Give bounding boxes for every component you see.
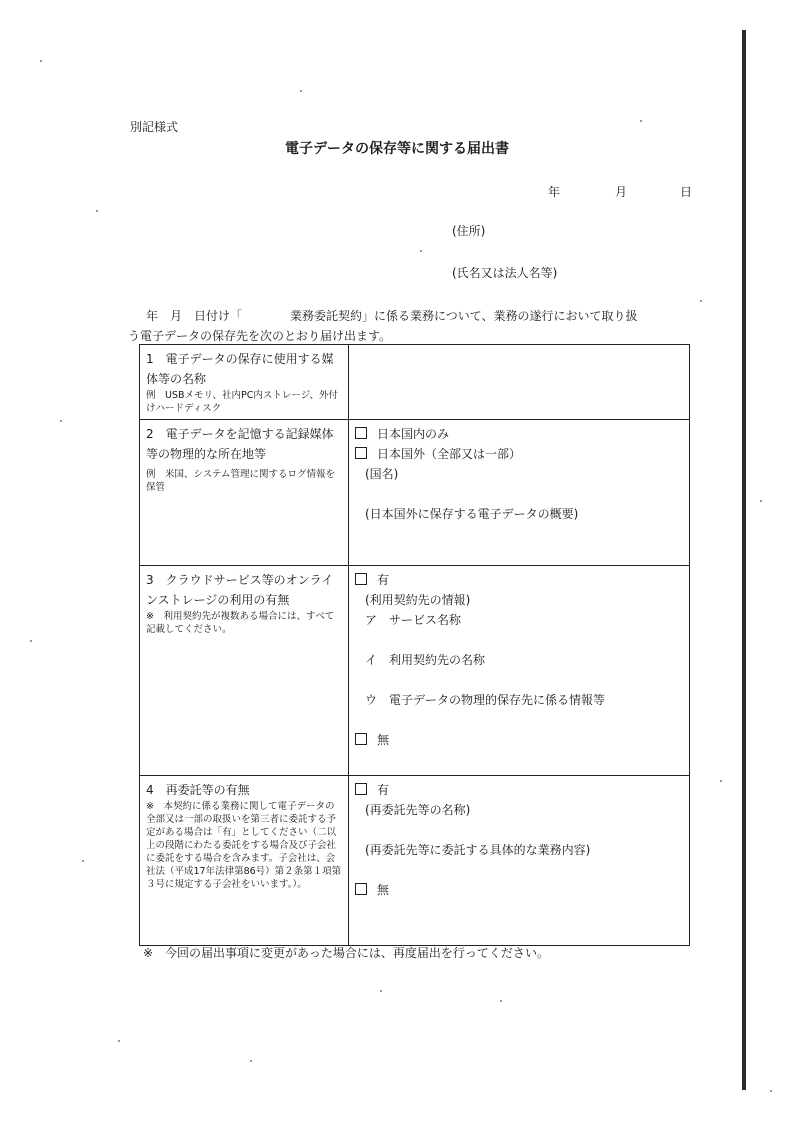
contract-info-label: (利用契約先の情報) bbox=[365, 593, 471, 607]
checkbox[interactable] bbox=[355, 427, 367, 439]
overseas-data-summary-label: (日本国外に保存する電子データの概要) bbox=[365, 507, 579, 521]
row-1-heading: 1 電子データの保存に使用する媒体等の名称 bbox=[146, 352, 334, 386]
table-row bbox=[140, 566, 690, 776]
address-label: (住所) bbox=[452, 224, 486, 238]
row-3-note: ※ 利用契約先が複数ある場合には、すべて記載してください。 bbox=[146, 611, 335, 635]
option-no[interactable] bbox=[355, 880, 683, 900]
form-label: 別記様式 bbox=[130, 120, 179, 134]
row-1-note: 例 USBメモリ、社内PC内ストレージ、外付けハードディスク bbox=[146, 390, 338, 414]
checkbox[interactable] bbox=[355, 783, 367, 795]
row-3-left bbox=[140, 566, 349, 776]
intro-paragraph bbox=[128, 306, 694, 346]
subcontractor-name-label: (再委託先等の名称) bbox=[365, 803, 471, 817]
date-year: 年 bbox=[548, 185, 561, 199]
footnote: ※ 今回の届出事項に変更があった場合には、再度届出を行ってください。 bbox=[143, 946, 549, 960]
country-name-label: (国名) bbox=[365, 467, 399, 481]
option-label: 日本国外（全部又は一部） bbox=[377, 447, 522, 461]
table-row bbox=[140, 345, 690, 420]
contract-party-item: イ 利用契約先の名称 bbox=[365, 653, 486, 667]
row-2-heading: 2 電子データを記憶する記録媒体等の物理的な所在地等 bbox=[146, 427, 334, 461]
scan-edge-shadow bbox=[742, 30, 746, 1090]
service-name-item: ア サービス名称 bbox=[365, 613, 462, 627]
row-4-left bbox=[140, 776, 349, 946]
checkbox[interactable] bbox=[355, 733, 367, 745]
option-overseas[interactable] bbox=[355, 444, 683, 464]
row-2-left bbox=[140, 420, 349, 566]
notification-table bbox=[139, 344, 690, 946]
intro-line-2: う電子データの保存先を次のとおり届け出ます。 bbox=[128, 329, 392, 343]
checkbox[interactable] bbox=[355, 573, 367, 585]
option-yes[interactable] bbox=[355, 780, 683, 800]
checkbox[interactable] bbox=[355, 883, 367, 895]
row-1-answer-cell[interactable] bbox=[349, 345, 690, 420]
option-no[interactable] bbox=[355, 730, 683, 750]
option-japan-only[interactable] bbox=[355, 424, 683, 444]
date-day: 日 bbox=[680, 185, 693, 199]
row-3-heading: 3 クラウドサービス等のオンラインストレージの利用の有無 bbox=[146, 573, 334, 607]
name-label: (氏名又は法人名等) bbox=[452, 266, 558, 280]
row-2-answer-cell bbox=[349, 420, 690, 566]
option-label: 日本国内のみ bbox=[377, 427, 450, 441]
option-label: 無 bbox=[377, 883, 390, 897]
storage-location-item: ウ 電子データの物理的保存先に係る情報等 bbox=[365, 693, 606, 707]
option-label: 有 bbox=[377, 783, 390, 797]
document-title: 電子データの保存等に関する届出書 bbox=[285, 141, 509, 157]
row-4-heading: 4 再委託等の有無 bbox=[146, 783, 250, 797]
option-label: 有 bbox=[377, 573, 390, 587]
row-4-note: ※ 本契約に係る業務に関して電子データの全部又は一部の取扱いを第三者に委託する予定がある場合は「有」としてください（二以上の段階にわたる委託をする場合及び子会社に委託をする場合を含みます。子会社は、会社法（平成17年法律第86号）第２条第１項第３号に規定する子会社をいいます。）。 bbox=[146, 801, 342, 890]
row-4-answer-cell bbox=[349, 776, 690, 946]
intro-line-1: 年 月 日付け「 業務委託契約」に係る業務について、業務の遂行において取り扱 bbox=[146, 309, 638, 323]
row-1-left bbox=[140, 345, 349, 420]
table-row bbox=[140, 420, 690, 566]
subcontract-details-label: (再委託先等に委託する具体的な業務内容) bbox=[365, 843, 591, 857]
option-yes[interactable] bbox=[355, 570, 683, 590]
checkbox[interactable] bbox=[355, 447, 367, 459]
option-label: 無 bbox=[377, 733, 390, 747]
date-month: 月 bbox=[615, 185, 628, 199]
row-2-note: 例 米国、システム管理に関するログ情報を保管 bbox=[146, 469, 336, 493]
table-row bbox=[140, 776, 690, 946]
row-3-answer-cell bbox=[349, 566, 690, 776]
